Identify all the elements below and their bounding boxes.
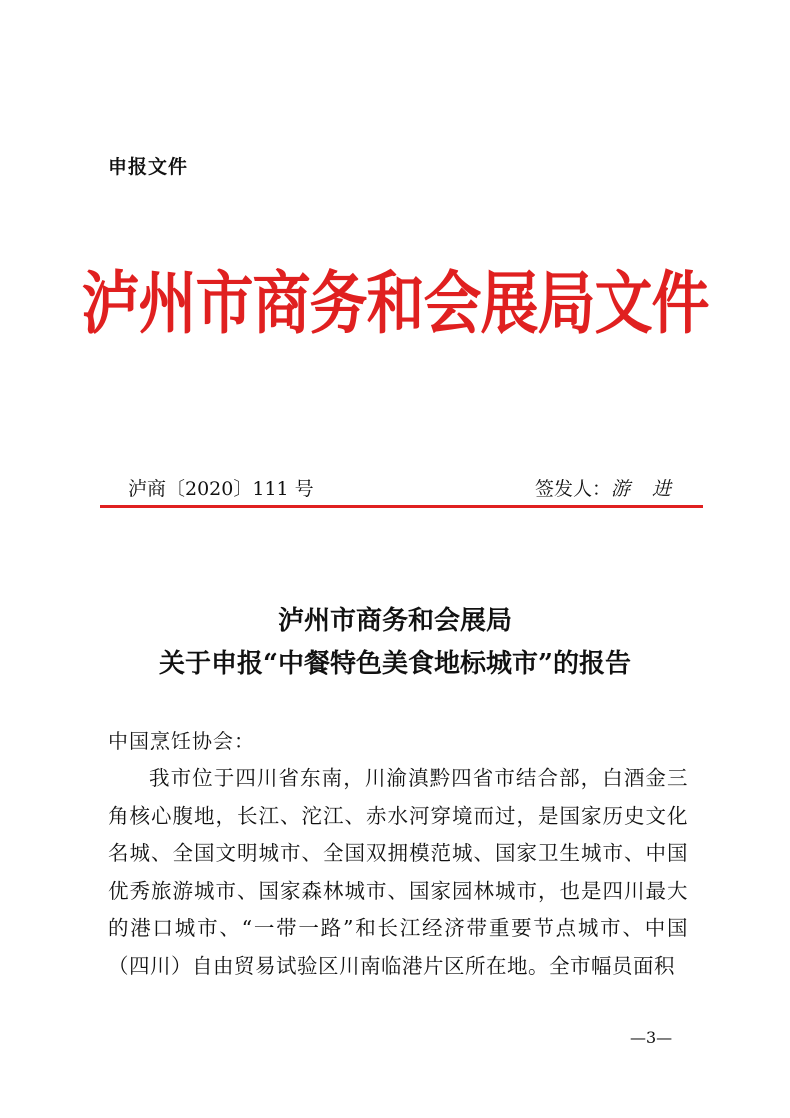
document-type-label: 申报文件 [108, 156, 189, 178]
report-title-line-1: 泸州市商务和会展局 [277, 606, 512, 636]
page-number: —3— [630, 1028, 673, 1047]
body-paragraph: 我市位于四川省东南，川渝滇黔四省市结合部，白酒金三角核心腹地，长江、沱江、赤水河穿境而过，是国家历史文化名城、全国文明城市、全国双拥模范城、国家卫生城市、中国优秀旅游城市、国家森林城市、国家园林城市，也是四川最大的港口城市、“一带一路”和长江经济带重要节点城市、中国（四川）自由贸易试验区川南临港片区所在地。全市幅员面积 [108, 766, 688, 978]
signer-block [535, 474, 679, 501]
salutation: 中国烹饪协会： [108, 729, 255, 753]
masthead-title: 泸州市商务和会展局文件 [81, 263, 709, 344]
red-divider-line [100, 505, 703, 508]
signer-label: 签发人： [535, 478, 612, 500]
document-number: 泸商〔2020〕111 号 [128, 478, 314, 500]
signer-name: 游 进 [611, 478, 680, 500]
report-title-line-2: 关于申报“中餐特色美食地标城市”的报告 [159, 649, 631, 679]
